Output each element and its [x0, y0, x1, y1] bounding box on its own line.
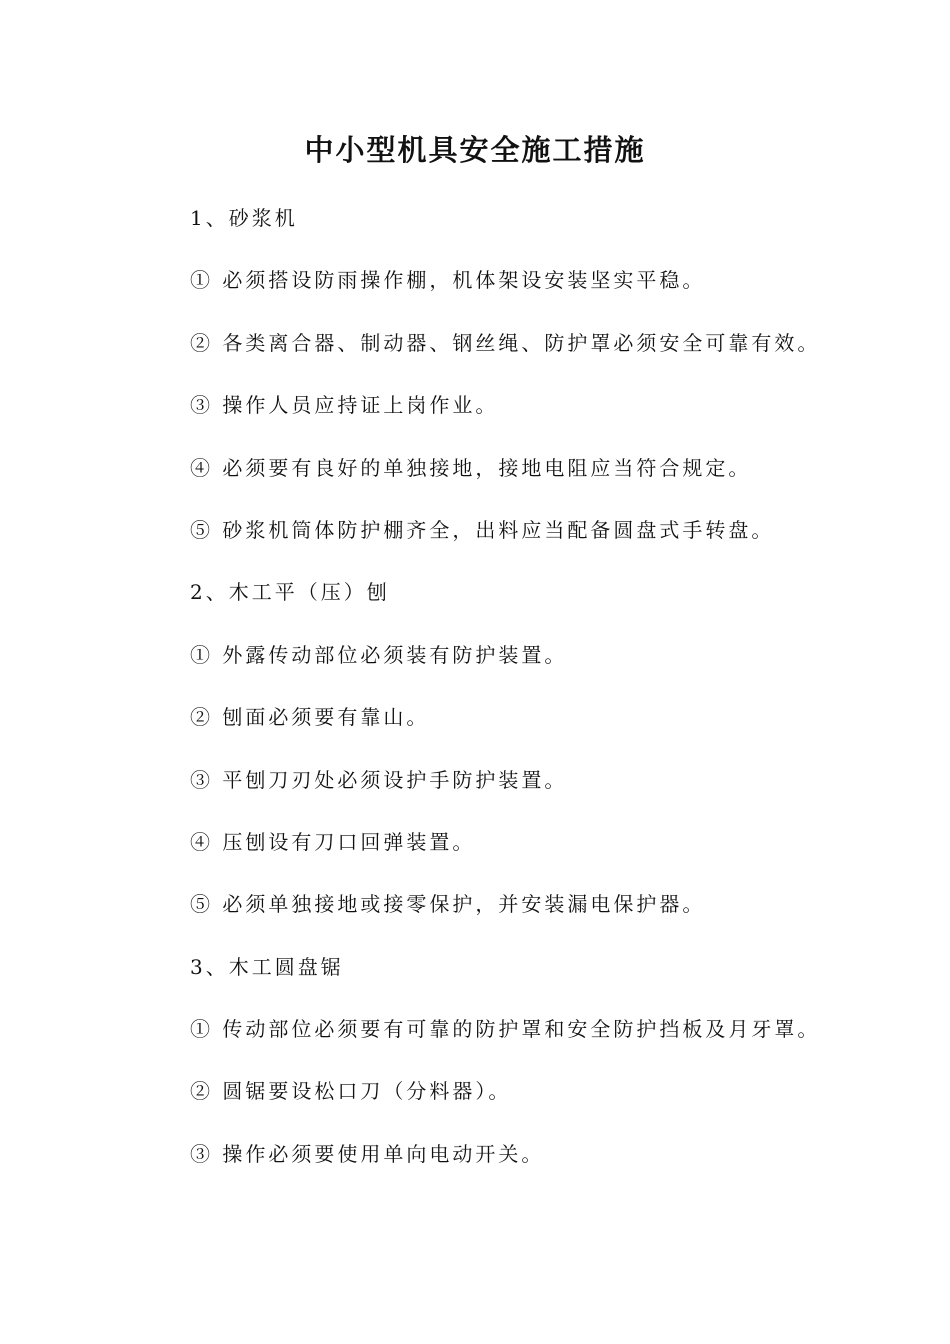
list-item: ① 必须搭设防雨操作棚，机体架设安装坚实平稳。	[190, 268, 706, 293]
list-item: ④ 必须要有良好的单独接地，接地电阻应当符合规定。	[190, 455, 752, 480]
list-item: ③ 操作人员应持证上岗作业。	[190, 393, 499, 418]
list-item: ③ 操作必须要使用单向电动开关。	[190, 1141, 545, 1166]
list-item: ② 圆锯要设松口刀（分料器）。	[190, 1079, 512, 1104]
list-item: ③ 平刨刀刃处必须设护手防护装置。	[190, 767, 568, 792]
list-item: ④ 压刨设有刀口回弹装置。	[190, 829, 476, 854]
section-heading: 1、砂浆机	[190, 206, 298, 230]
list-item: ② 各类离合器、制动器、钢丝绳、防护罩必须安全可靠有效。	[190, 330, 821, 355]
list-item: ⑤ 必须单独接地或接零保护，并安装漏电保护器。	[190, 892, 706, 917]
section-heading: 3、木工圆盘锯	[190, 954, 344, 979]
section-heading: 2、木工平（压）刨	[190, 580, 390, 605]
list-item: ② 刨面必须要有靠山。	[190, 705, 430, 730]
list-item: ① 传动部位必须要有可靠的防护罩和安全防护挡板及月牙罩。	[190, 1017, 821, 1042]
document-body	[190, 196, 830, 1194]
list-item: ⑤ 砂浆机筒体防护棚齐全，出料应当配备圆盘式手转盘。	[190, 517, 775, 542]
list-item: ① 外露传动部位必须装有防护装置。	[190, 642, 568, 667]
document-title: 中小型机具安全施工措施	[304, 133, 646, 167]
